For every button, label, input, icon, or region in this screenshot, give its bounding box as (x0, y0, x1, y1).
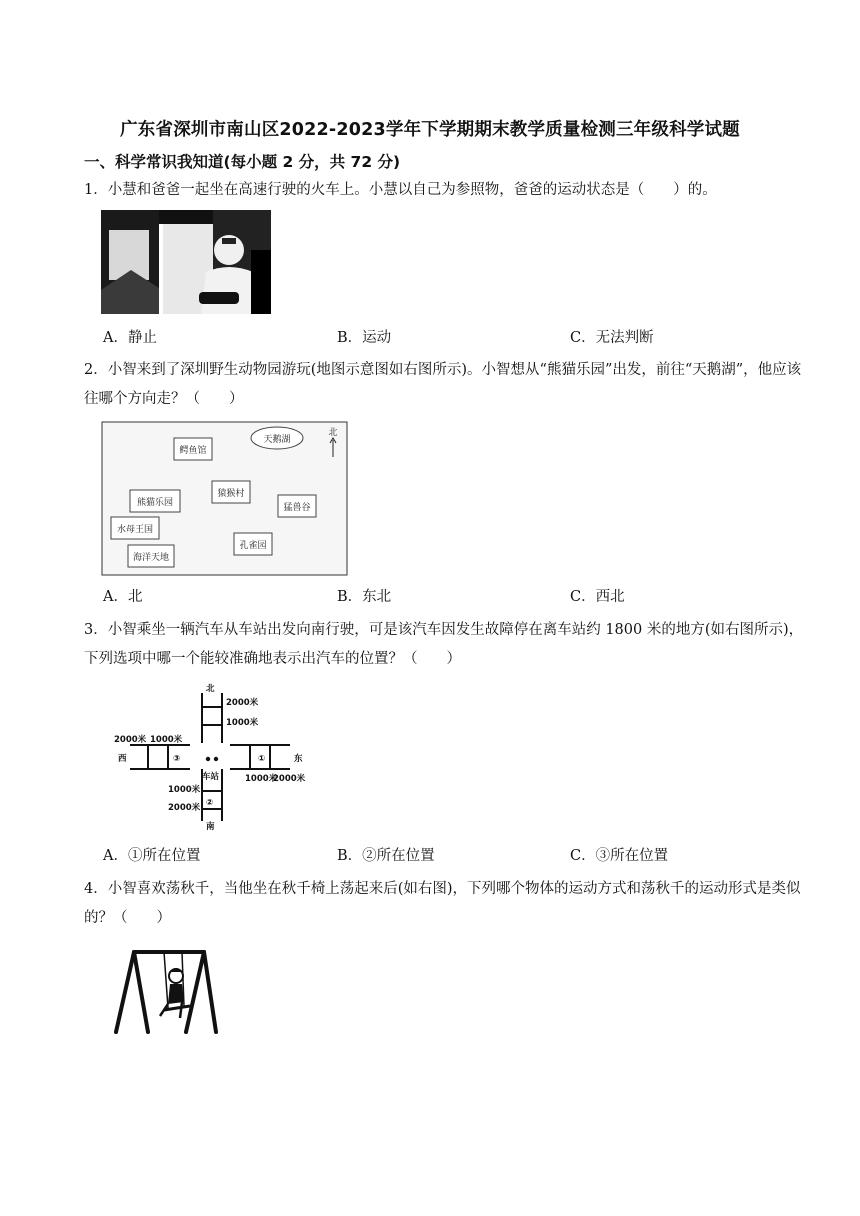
diagram-n-2000: 2000米 (226, 698, 259, 708)
map-label-crocodile: 鳄鱼馆 (179, 446, 207, 456)
question-2-text: 2．小智来到了深圳野生动物园游玩(地图示意图如右图所示)。小智想从“熊猫乐园”出发，前往“天鹅湖”，他应该往哪个方向走？（ ） (84, 362, 802, 407)
map-label-panda: 熊猫乐园 (136, 498, 174, 508)
q2-option-b: B．东北 (337, 589, 392, 605)
q1-option-a: A．静止 (103, 330, 157, 346)
diagram-e-2000: 2000米 (273, 774, 306, 784)
diagram-w-2000: 2000米 (114, 735, 147, 745)
map-label-beast: 猛兽谷 (283, 503, 311, 513)
road-diagram (100, 681, 310, 831)
diagram-e-1000: 1000米 (245, 774, 278, 784)
section-heading: 一、科学常识我知道(每小题 2 分，共 72 分) (84, 153, 401, 171)
diagram-south: 南 (206, 822, 215, 831)
question-3-text: 3．小智乘坐一辆汽车从车站出发向南行驶，可是该汽车因发生故障停在离车站约 1800 米的地方(如右图所示)，下列选项中哪一个能较准确地表示出汽车的位置？（ ） (84, 622, 804, 667)
question-1-text: 1．小慧和爸爸一起坐在高速行驶的火车上。小慧以自己为参照物，爸爸的运动状态是（ ）的。 (84, 182, 717, 198)
diagram-s-2000: 2000米 (168, 803, 201, 813)
map-label-swan-lake: 天鹅湖 (263, 435, 291, 445)
map-label-peacock: 孔雀园 (239, 541, 267, 551)
diagram-east: 东 (294, 754, 303, 764)
diagram-west: 西 (118, 754, 127, 764)
marker-3: ③ (173, 754, 181, 764)
diagram-station: 车站 (202, 772, 220, 782)
page-title: 广东省深圳市南山区2022-2023学年下学期期末教学质量检测三年级科学试题 (120, 120, 740, 140)
question-1-photo (101, 210, 271, 314)
q3-option-a: A．①所在位置 (103, 848, 201, 864)
q3-option-c: C．③所在位置 (570, 848, 669, 864)
diagram-n-1000: 1000米 (226, 718, 259, 728)
q2-option-c: C．西北 (570, 589, 625, 605)
diagram-north: 北 (206, 684, 215, 694)
map-label-monkey: 猿猴村 (217, 489, 245, 499)
question-4-text: 4．小智喜欢荡秋千，当他坐在秋千椅上荡起来后(如右图)，下列哪个物体的运动方式和荡秋千的运动形式是类似的？（ ） (84, 881, 801, 926)
map-north-label: 北 (328, 428, 338, 438)
q1-option-c: C．无法判断 (570, 330, 654, 346)
zoo-map (101, 421, 348, 576)
q3-option-b: B．②所在位置 (337, 848, 435, 864)
map-label-ocean: 海洋天地 (132, 553, 170, 563)
map-label-jellyfish: 水母王国 (116, 525, 154, 535)
q1-option-b: B．运动 (337, 330, 392, 346)
marker-2: ② (206, 798, 214, 808)
station-dot-icon (206, 757, 210, 761)
marker-1: ① (258, 754, 266, 764)
diagram-s-1000: 1000米 (168, 785, 201, 795)
swing-illustration (106, 944, 222, 1038)
q2-option-a: A．北 (103, 589, 143, 605)
diagram-w-1000: 1000米 (150, 735, 183, 745)
